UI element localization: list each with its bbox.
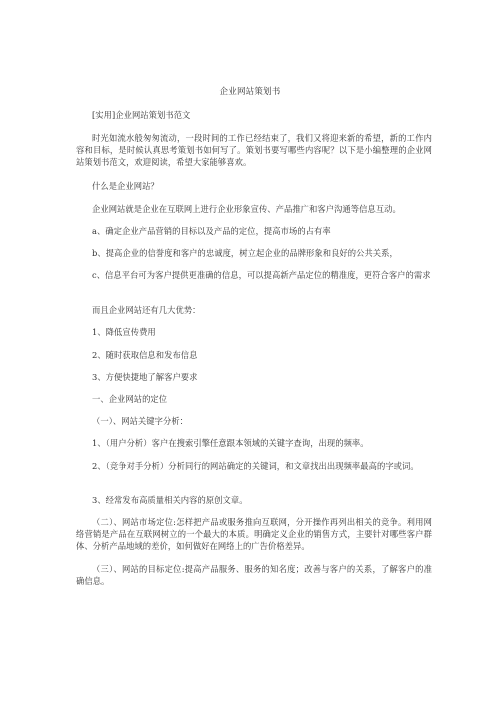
definition-paragraph: 企业网站就是企业在互联网上进行企业形象宣传、产品推广和客户沟通等信息互动。: [92, 204, 401, 214]
list-item-a: a、确定企业产品营销的目标以及产品的定位，提高市场的占有率: [92, 226, 331, 236]
advantage-item-2: 2、随时获取信息和发布信息: [92, 350, 198, 360]
advantages-heading: 而且企业网站还有几大优势：: [92, 305, 201, 315]
list-item-c: c、信息平台可为客户提供更准确的信息，可以提高新产品定位的精准度，更符合客户的需求: [92, 270, 431, 280]
advantage-item-1: 1、降低宣传费用: [92, 327, 156, 337]
keyword-item-2: 2、（竞争对手分析）分析同行的网站确定的关键词，和文章找出出现频率最高的字或词。: [92, 461, 419, 471]
target-position-paragraph: （三）、网站的目标定位:提高产品服务、服务的知名度；改善与客户的关系，了解客户的准确信息。: [76, 564, 432, 586]
list-item-b: b、提高企业的信誉度和客户的忠诚度，树立起企业的品牌形象和良好的公共关系，: [92, 248, 398, 258]
section-question: 什么是企业网站？: [92, 181, 159, 191]
intro-paragraph: 时光如流水般匆匆流动，一段时间的工作已经结束了，我们又将迎来新的希望，新的工作内容和目标，是时候认真思考策划书如何写了。策划书要写哪些内容呢？以下是小编整理的企业网站策划书范文，欢迎阅读，希望大家能够喜欢。: [76, 133, 432, 167]
keyword-item-3: 3、经常发布高质量相关内容的原创文章。: [92, 495, 248, 505]
subtitle-paragraph: [实用]企业网站策划书范文: [92, 110, 191, 120]
section-heading-1: 一、企业网站的定位: [92, 394, 168, 404]
market-position-paragraph: （二）、网站市场定位:怎样把产品或服务推向互联网，分开操作再列出相关的竞争。利用网络营销是产品在互联网树立的一个最大的本质。明确定义企业的销售方式，主要针对哪些客户群体、分析产品地域的差价，如何做好在网络上的广告价格差异。: [76, 517, 432, 551]
document-title: 企业网站策划书: [219, 87, 281, 97]
keyword-item-1: 1、（用户分析）客户在搜索引擎任意跟本领域的关键字查询，出现的频率。: [92, 438, 369, 448]
subsection-heading-1: （一）、网站关键字分析：: [92, 416, 189, 426]
advantage-item-3: 3、方便快捷地了解客户要求: [92, 372, 198, 382]
